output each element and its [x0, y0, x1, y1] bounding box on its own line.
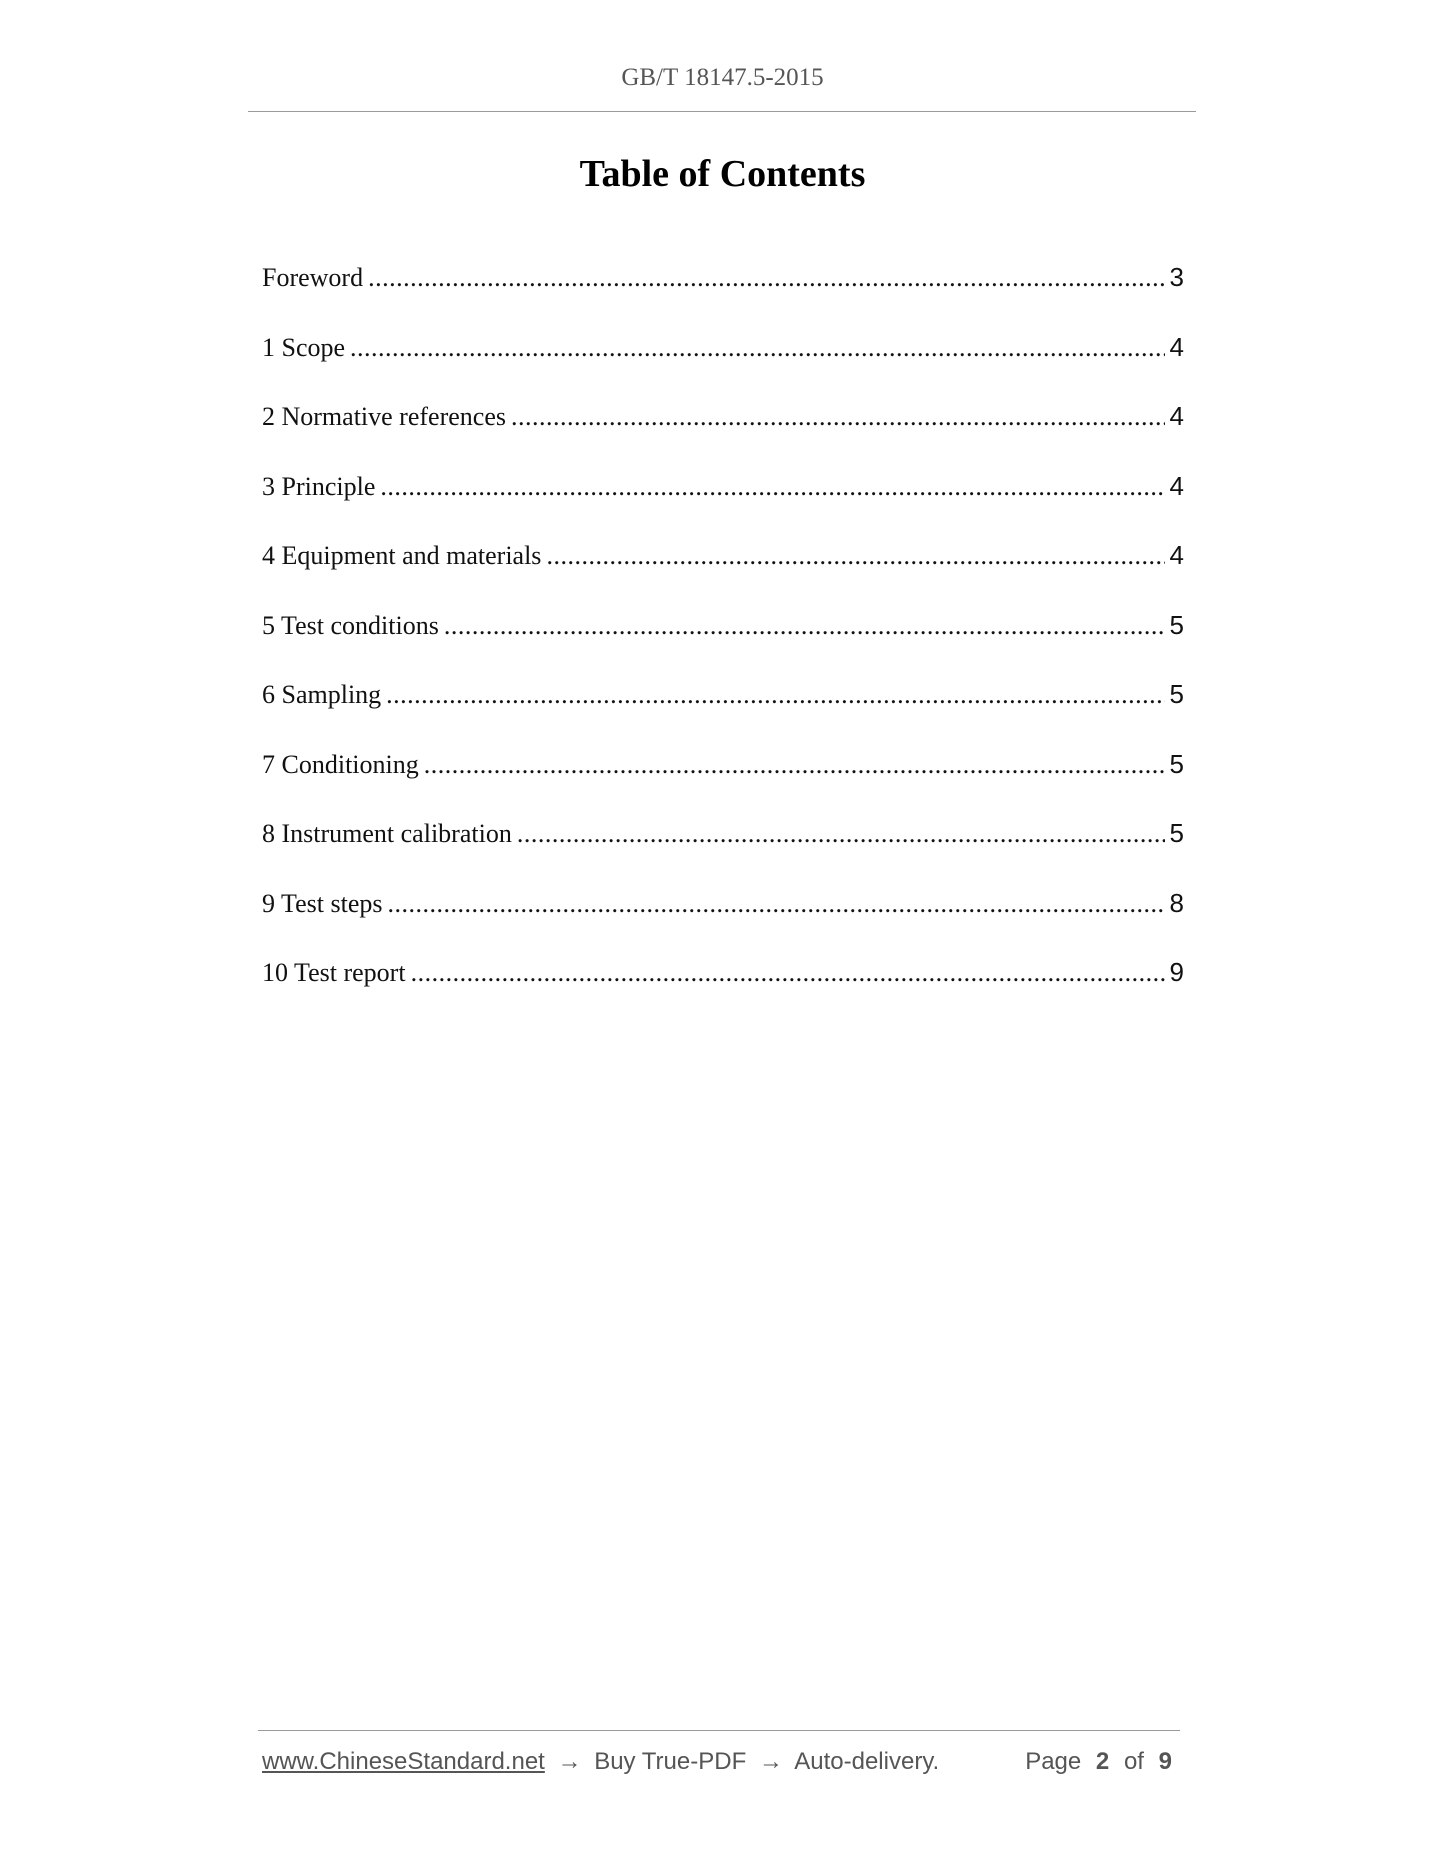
document-id: GB/T 18147.5-2015	[621, 64, 824, 91]
toc-entry-page: 5	[1169, 818, 1184, 848]
current-page-number: 2	[1095, 1748, 1110, 1775]
toc-leader-dots	[517, 819, 1165, 849]
toc-entry-label: 1 Scope	[262, 332, 346, 362]
toc-leader-dots	[350, 333, 1165, 363]
toc-entry-scope[interactable]	[262, 332, 1184, 402]
toc-entry-page: 4	[1169, 470, 1184, 501]
website-link[interactable]: www.ChineseStandard.net	[262, 1748, 545, 1775]
header-divider	[248, 111, 1196, 112]
toc-entry-page: 5	[1169, 609, 1184, 640]
toc-leader-dots	[387, 889, 1165, 919]
toc-entry-normative-references[interactable]	[262, 401, 1184, 471]
toc-entry-sampling[interactable]	[262, 679, 1184, 749]
toc-entry-label: Foreword	[262, 263, 364, 292]
toc-entry-page: 4	[1169, 331, 1184, 362]
toc-leader-dots	[386, 680, 1165, 710]
toc-leader-dots	[511, 402, 1165, 432]
toc-entry-label: 5 Test conditions	[262, 610, 439, 640]
toc-entry-conditioning[interactable]	[262, 749, 1184, 819]
toc-leader-dots	[411, 958, 1165, 988]
toc-entry-label: 8 Instrument calibration	[262, 819, 512, 848]
toc-entry-label: 4 Equipment and materials	[262, 541, 542, 570]
toc-entry-principle[interactable]	[262, 471, 1184, 541]
arrow-right-icon: →	[758, 1748, 783, 1775]
page-prefix: Page	[1025, 1748, 1082, 1775]
footer-promo	[262, 1748, 939, 1776]
toc-entry-foreword[interactable]	[262, 262, 1184, 332]
toc-entry-page: 4	[1169, 540, 1184, 570]
toc-entry-label: 3 Principle	[262, 471, 376, 501]
page-footer	[262, 1748, 1180, 1776]
toc-entry-page: 4	[1169, 401, 1184, 431]
toc-entry-label: 9 Test steps	[262, 888, 383, 918]
toc-entry-label: 7 Conditioning	[262, 749, 419, 779]
toc-entry-test-report[interactable]	[262, 957, 1184, 1027]
toc-entry-page: 5	[1169, 679, 1184, 709]
page-of: of	[1123, 1748, 1144, 1775]
toc-entry-test-conditions[interactable]	[262, 610, 1184, 680]
toc-leader-dots	[424, 750, 1165, 780]
toc-entry-equipment-and-materials[interactable]	[262, 540, 1184, 610]
total-pages-number: 9	[1158, 1748, 1172, 1775]
toc-entry-label: 2 Normative references	[262, 402, 506, 431]
table-of-contents	[262, 262, 1184, 1027]
toc-entry-page: 9	[1169, 957, 1184, 987]
toc-entry-page: 5	[1169, 748, 1184, 779]
buy-pdf-text: Buy True-PDF	[594, 1748, 747, 1775]
arrow-right-icon: →	[557, 1748, 582, 1775]
toc-entry-label: 6 Sampling	[262, 680, 382, 709]
toc-entry-test-steps[interactable]	[262, 888, 1184, 958]
toc-entry-page: 3	[1169, 262, 1184, 292]
footer-divider	[258, 1730, 1180, 1731]
auto-delivery-text: Auto-delivery.	[794, 1748, 940, 1775]
toc-leader-dots	[546, 541, 1165, 571]
toc-entry-instrument-calibration[interactable]	[262, 818, 1184, 888]
toc-leader-dots	[368, 263, 1165, 293]
toc-entry-page: 8	[1169, 887, 1184, 918]
page-indicator	[1025, 1748, 1180, 1776]
page-title: Table of Contents	[579, 153, 866, 195]
toc-leader-dots	[444, 611, 1165, 641]
toc-entry-label: 10 Test report	[262, 958, 406, 987]
toc-leader-dots	[380, 472, 1165, 502]
